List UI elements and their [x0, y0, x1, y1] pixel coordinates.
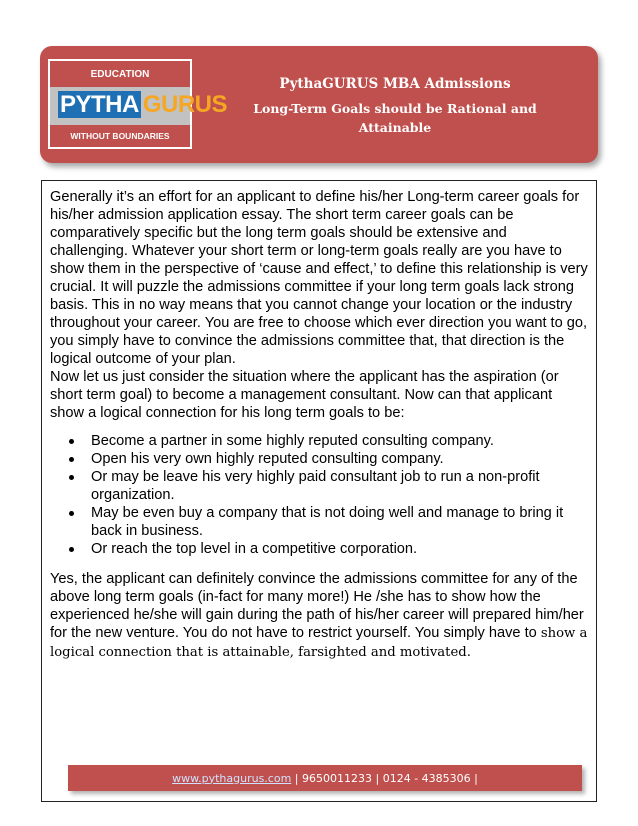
list-item: Open his very own highly reputed consulting company.	[50, 450, 588, 468]
paragraph-situation: Now let us just consider the situation where the applicant has the aspiration (or short term goal) to become a management consultant. Now can that applicant show a logical connection for his long term goals to be:	[50, 369, 559, 421]
bullet-icon	[69, 511, 74, 516]
page-subtitle: Long-Term Goals should be Rational and Attainable	[253, 101, 537, 135]
footer-separator: |	[372, 771, 383, 785]
bullet-icon	[69, 457, 74, 462]
bullet-icon	[69, 475, 74, 480]
pythagurus-logo	[48, 59, 228, 149]
list-item: Or reach the top level in a competitive corporation.	[50, 540, 588, 558]
bullet-icon	[69, 547, 74, 552]
list-item: Become a partner in some highly reputed consulting company.	[50, 432, 588, 450]
list-item: May be even buy a company that is not doing well and manage to bring it back in business.	[50, 504, 588, 540]
phone-mobile: 9650011233	[302, 771, 372, 785]
logo-tagline-bottom: WITHOUT BOUNDARIES	[50, 125, 190, 147]
logo-word-gurus: GURUS	[142, 91, 228, 118]
conclusion-text: Yes, the applicant can definitely convince the admissions committee for any of the above long term goals (in-fact for many more!) He /she has to show how the experienced he/she will gain during the path of his/her career will prepared him/her for the new venture. You do not have to restrict yourself. You simply have to	[50, 571, 584, 641]
conclusion-emphasis: show a logical connection that is attainable, farsighted and motivated.	[50, 626, 588, 660]
footer-separator: |	[291, 771, 302, 785]
website-link[interactable]: www.pythagurus.com	[172, 771, 292, 785]
list-item: Or may be leave his very highly paid consultant job to run a non-profit organization.	[50, 468, 588, 504]
logo-tagline-top: EDUCATION	[50, 61, 190, 87]
page-title: PythaGURUS MBA Admissions	[279, 76, 511, 92]
phone-landline: 0124 - 4385306	[382, 771, 471, 785]
article-body	[41, 180, 597, 802]
paragraph-conclusion	[50, 570, 588, 662]
logo-word-pytha: PYTHA	[60, 91, 139, 118]
footer-separator: |	[470, 771, 478, 785]
logo-wordmark	[58, 89, 228, 121]
paragraph-intro: Generally it’s an effort for an applicant to define his/her Long-term career goals for his/her admission application essay. The short term career goals can be comparatively specific but the long term goals should be extensive and challenging. Whatever your short term or long-term goals really are you have to show them in the perspective of ‘cause and effect,’ to define this relationship is very crucial. It will puzzle the admissions committee if your long term goals lack strong basis. This in no way means that you cannot change your location or the industry throughout your career. You are free to choose which ever direction you want to go, you simply have to convince the admissions committee that, that direction is the logical outcome of your plan.	[50, 189, 588, 367]
goals-list	[50, 432, 588, 558]
bullet-icon	[69, 439, 74, 444]
header-title-block	[200, 75, 590, 137]
footer-contact-bar	[68, 765, 582, 791]
